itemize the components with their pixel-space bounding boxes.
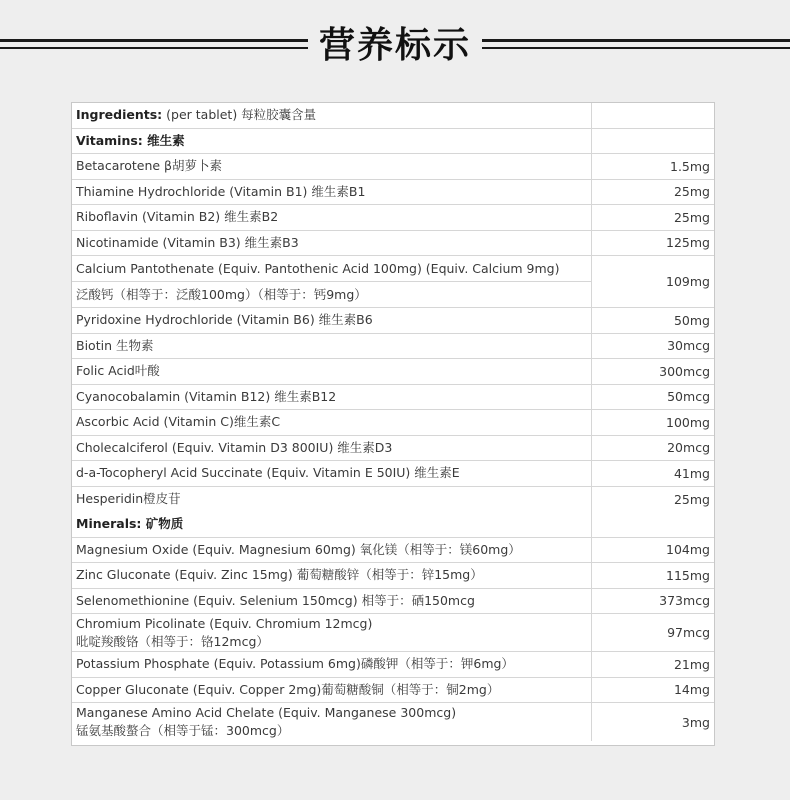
mineral-name: Chromium Picolinate (Equiv. Chromium 12mcg) (76, 615, 373, 631)
vitamin-name-cell (72, 231, 592, 256)
mineral-amount: 14mg (673, 682, 710, 698)
vitamin-name: Cyanocobalamin (Vitamin B12) 维生素B12 (76, 388, 337, 404)
vitamin-row (72, 487, 714, 513)
title-bar (0, 22, 790, 82)
vitamin-amount: 100mg (666, 414, 710, 430)
mineral-row (72, 563, 714, 589)
minerals-header-row (72, 512, 714, 538)
vitamin-name: Pyridoxine Hydrochloride (Vitamin B6) 维生素B6 (76, 312, 373, 328)
mineral-name-cell (72, 703, 592, 741)
vitamins-header-cell (72, 129, 592, 154)
mineral-amount: 373mcg (659, 593, 710, 609)
vitamin-name-cell (72, 461, 592, 486)
mineral-name-cell (72, 652, 592, 677)
mineral-amount: 104mg (666, 542, 710, 558)
vitamin-amount: 109mg (666, 274, 710, 289)
mineral-row (72, 589, 714, 615)
title-rule-right-top (482, 39, 790, 42)
title-rule-left-top (0, 39, 308, 42)
mineral-name-cell (72, 538, 592, 563)
vitamin-name-cell (72, 410, 592, 435)
vitamin-name-cell (72, 205, 592, 230)
mineral-row (72, 614, 714, 652)
vitamin-row (72, 359, 714, 385)
page-title: 营养标示 (318, 25, 471, 66)
vitamin-name-cell (72, 487, 592, 513)
vitamin-name-cell (72, 385, 592, 410)
vitamin-name: Betacarotene β胡萝卜素 (76, 158, 223, 174)
mineral-amount: 3mg (681, 714, 710, 730)
vitamin-name: Riboflavin (Vitamin B2) 维生素B2 (76, 209, 279, 225)
vitamin-name: Hesperidin橙皮苷 (76, 491, 181, 507)
vitamin-row (72, 256, 714, 308)
mineral-name-chinese: 锰氨基酸螯合（相等于锰：300mcg） (76, 723, 290, 738)
mineral-row (72, 538, 714, 564)
mineral-name-cell (72, 563, 592, 588)
vitamin-amount: 125mg (666, 235, 710, 251)
vitamin-amount: 1.5mg (670, 158, 710, 174)
vitamin-name-cell (72, 308, 592, 333)
vitamin-name: Cholecalciferol (Equiv. Vitamin D3 800IU) 维生素D3 (76, 439, 393, 455)
minerals-header-cell (72, 512, 592, 537)
mineral-name: Magnesium Oxide (Equiv. Magnesium 60mg) 氧化镁（相等于：镁60mg） (76, 541, 521, 557)
vitamin-amount: 25mg (673, 491, 710, 507)
vitamin-amount: 25mg (673, 184, 710, 200)
vitamin-row (72, 180, 714, 206)
mineral-row (72, 652, 714, 678)
vitamin-row (72, 231, 714, 257)
mineral-amount: 115mg (666, 567, 710, 583)
minerals-header-amount (592, 512, 714, 537)
ingredients-header-cell (72, 103, 592, 128)
vitamin-amount: 50mcg (667, 389, 710, 405)
vitamin-name: d-a-Tocopheryl Acid Succinate (Equiv. Vitamin E 50IU) 维生素E (76, 465, 460, 481)
vitamin-amount: 41mg (673, 465, 710, 481)
vitamin-name-cell (72, 180, 592, 205)
vitamin-name-cell (72, 436, 592, 461)
mineral-name-cell (72, 678, 592, 703)
vitamin-row (72, 308, 714, 334)
mineral-name-chinese: 吡啶羧酸铬（相等于：铬12mcg） (76, 633, 269, 649)
vitamin-row (72, 205, 714, 231)
vitamin-row (72, 334, 714, 360)
vitamin-name: Thiamine Hydrochloride (Vitamin B1) 维生素B1 (76, 183, 366, 199)
vitamin-amount: 20mcg (667, 440, 710, 456)
vitamin-amount: 50mg (673, 312, 710, 328)
vitamin-name-chinese: 泛酸钙（相等于：泛酸100mg）（相等于：钙9mg） (72, 281, 591, 307)
vitamin-row (72, 154, 714, 180)
mineral-row (72, 678, 714, 704)
ingredients-label: Ingredients: (76, 107, 163, 123)
minerals-label: Minerals: 矿物质 (76, 516, 184, 532)
vitamin-name: Folic Acid叶酸 (76, 363, 160, 379)
vitamin-name: Nicotinamide (Vitamin B3) 维生素B3 (76, 234, 299, 250)
title-rule-left-bottom (0, 47, 308, 49)
mineral-name: Potassium Phosphate (Equiv. Potassium 6mg)磷酸钾（相等于：钾6mg） (76, 656, 514, 672)
mineral-row (72, 703, 714, 741)
vitamin-amount: 30mcg (667, 338, 710, 354)
vitamins-header-row (72, 129, 714, 155)
vitamin-name-cell (72, 154, 592, 179)
nutrition-table (71, 102, 715, 746)
vitamin-name: Calcium Pantothenate (Equiv. Pantothenic Acid 100mg) (Equiv. Calcium 9mg) (76, 261, 560, 276)
mineral-name: Manganese Amino Acid Chelate (Equiv. Manganese 300mcg) (76, 705, 457, 720)
vitamins-label: Vitamins: 维生素 (76, 132, 185, 148)
mineral-name: Selenomethionine (Equiv. Selenium 150mcg) 相等于：硒150mcg (76, 592, 475, 608)
vitamin-row (72, 385, 714, 411)
mineral-name-cell (72, 614, 592, 651)
vitamin-amount: 300mcg (659, 363, 710, 379)
vitamin-row (72, 436, 714, 462)
mineral-amount: 97mcg (667, 625, 710, 640)
vitamin-name: Ascorbic Acid (Vitamin C)维生素C (76, 414, 281, 430)
vitamin-row (72, 461, 714, 487)
vitamin-name-cell (72, 256, 592, 307)
title-rule-right-bottom (482, 47, 790, 49)
mineral-amount: 21mg (673, 656, 710, 672)
vitamin-name-cell (72, 334, 592, 359)
vitamin-row (72, 410, 714, 436)
vitamin-name: Biotin 生物素 (76, 337, 154, 353)
vitamin-amount: 25mg (673, 209, 710, 225)
vitamins-header-amount (592, 129, 714, 154)
ingredients-sublabel: (per tablet) 每粒胶囊含量 (162, 107, 317, 123)
vitamin-name-cell (72, 359, 592, 384)
ingredients-header-amount (592, 103, 714, 128)
mineral-name: Zinc Gluconate (Equiv. Zinc 15mg) 葡萄糖酸锌（相等于：锌15mg） (76, 567, 483, 583)
mineral-name-cell (72, 589, 592, 614)
ingredients-header-row (72, 103, 714, 129)
mineral-name: Copper Gluconate (Equiv. Copper 2mg)葡萄糖酸铜（相等于：铜2mg） (76, 681, 500, 697)
